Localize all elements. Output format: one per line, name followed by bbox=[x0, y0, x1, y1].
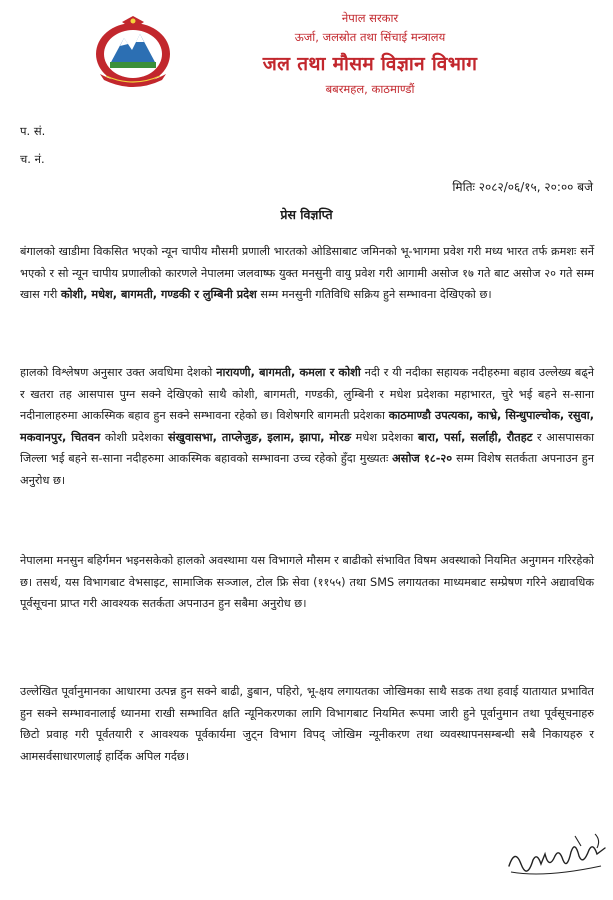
paragraph-2: हालको विश्लेषण अनुसार उक्त अवधिमा देशको नारायणी, बागमती, कमला र कोशी नदी र यी नदीका सहायक नदीहरुमा बहाव उल्लेख्य बढ्ने र खतरा तह आसपास पुग्न सक्ने देखिएको साथै कोशी, बागमती, गण्डकी, लुम्बिनी र मधेश प्रदेशका महाभारत, चुरे भई बहने स-साना नदीनालाहरुमा आकस्मिक बहाव हुन सक्ने सम्भावना रहेको छ। विशेषगरि बागमती प्रदेशका काठमाण्डौ उपत्यका, काभ्रे, सिन्धुपाल्चोक, रसुवा, मकवानपुर, चितवन कोशी प्रदेशका संखुवासभा, ताप्लेजुङ, इलाम, झापा, मोरङ मधेश प्रदेशका बारा, पर्सा, सर्लाही, रौतहट र आसपासका जिल्ला भई बहने स-साना नदीहरुमा आकस्मिक बहावको सम्भावना उच्च रहेको हुँदा मुख्यतः असोज १८-२० सम्म विशेष सतर्कता अपनाउन हुन अनुरोध छ। bbox=[20, 366, 595, 487]
handwritten-signature bbox=[505, 826, 613, 882]
paragraph-1: बंगालको खाडीमा विकसित भएको न्यून चापीय मौसमी प्रणाली भारतको ओडिसाबाट जमिनको भू-भागमा प्रवेश गरी मध्य भारत तर्फ क्रमशः सर्ने भएको र सो न्यून चापीय प्रणालीको कारणले नेपालमा जलवाष्फ युक्त मनसुनी वायु प्रवेश गरी आगामी असोज १७ गते बाट असोज २० गते सम्म खास गरी कोशी, मधेश, बागमती, गण्डकी र लुम्बिनी प्रदेश सम्म मनसुनी गतिविधि सक्रिय हुने सम्भावना देखिएको छ। bbox=[20, 245, 594, 302]
paragraph-4: उल्लेखित पूर्वानुमानका आधारमा उत्पन्न हुन सक्ने बाढी, डुबान, पहिरो, भू-क्षय लगायतका जोखिमका साथै सडक तथा हवाई यातायात प्रभावित हुन सक्ने सम्भावनालाई ध्यानमा राखी सम्भावित क्षति न्यूनिकरणका लागि विभागबाट नियमित रूपमा जारी हुने पूर्वानुमान तथा पूर्वसूचनाहरु छिटो प्रवाह गरी पूर्वतयारी र आवश्यक पूर्वकार्यमा जुट्न विभाग विपद् जोखिम न्यूनीकरण तथा व्यवस्थापनसम्बन्धी सबै निकायहरु र आमसर्वसाधारणलाई हार्दिक अपिल गर्दछ। bbox=[20, 685, 594, 763]
office-address: बबरमहल, काठमाण्डौं bbox=[325, 82, 415, 96]
issue-date: मितिः २०८२/०६/१५, २०:०० बजे bbox=[452, 180, 593, 194]
chalani-number-label: च. नं. bbox=[20, 152, 45, 166]
paragraph-3: नेपालमा मनसुन बहिर्गमन भइनसकेको हालको अवस्थामा यस विभागले मौसम र बाढीको संभावित विषम अवस्थाको नियमित अनुगमन गरिरहेको छ। तसर्थ, यस विभागबाट वेभसाइट, सामाजिक सञ्जाल, टोल फ्रि सेवा (११५५) तथा SMS लगायतका माध्यमबाट सम्प्रेषण गरिने अद्यावधिक पूर्वसूचना प्राप्त गरी आवश्यक सतर्कता अपनाउन हुन सबैमा अनुरोध छ। bbox=[20, 554, 594, 611]
patra-sankhya-label: प. सं. bbox=[20, 124, 46, 138]
nepal-government-emblem-icon bbox=[92, 14, 174, 88]
page-title: प्रेस विज्ञप्ति bbox=[280, 207, 333, 222]
government-name: नेपाल सरकार bbox=[341, 11, 399, 25]
department-name: जल तथा मौसम विज्ञान विभाग bbox=[262, 53, 478, 75]
ministry-name: ऊर्जा, जलस्रोत तथा सिंचाई मन्त्रालय bbox=[294, 30, 446, 44]
